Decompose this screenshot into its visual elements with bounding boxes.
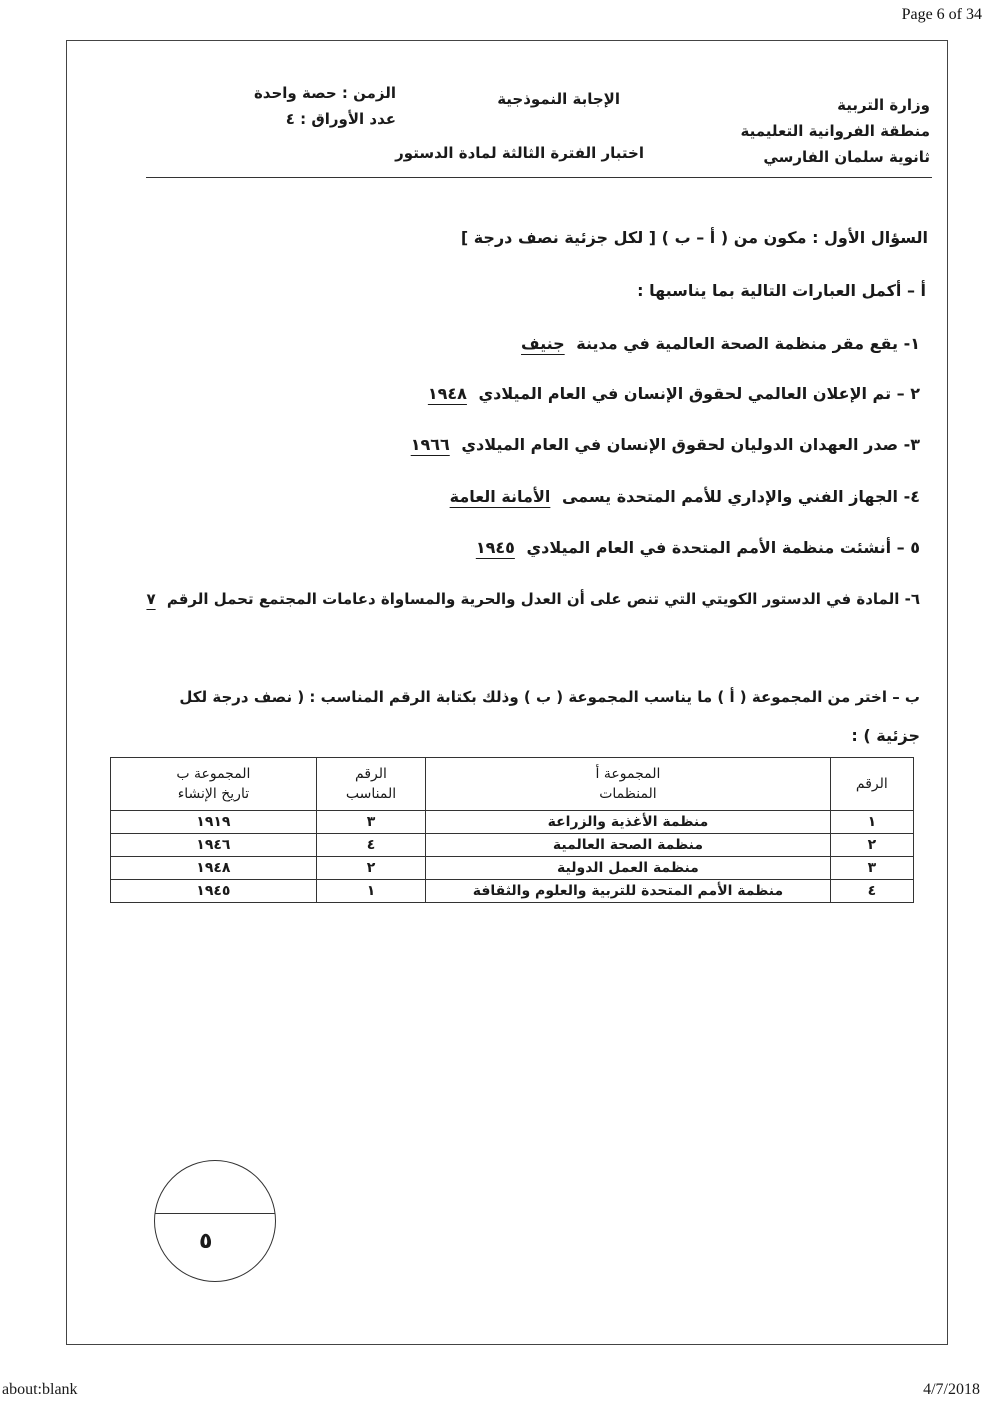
- item-3-answer: ١٩٦٦: [410, 435, 450, 454]
- row-fit: ٤: [316, 834, 425, 857]
- question-item-1: [515, 334, 920, 353]
- header-fit-sub: المناسب: [345, 786, 397, 802]
- answer-key-title: الإجابة النموذجية: [497, 90, 620, 108]
- table-header-row: [111, 758, 914, 811]
- row-org: منظمة العمل الدولية: [426, 857, 831, 880]
- exam-title: اختبار الفترة الثالثة لمادة الدستور: [395, 144, 644, 162]
- header-num: الرقم: [830, 758, 913, 811]
- question-item-5: [470, 538, 920, 557]
- header-group-b: [111, 758, 317, 811]
- item-4-text: ٤- الجهاز الفني والإداري للأمم المتحدة يسمى: [561, 487, 920, 506]
- score-value: ٥: [199, 1229, 213, 1254]
- row-num: ٣: [830, 857, 913, 880]
- item-1-text: ١- يقع مقر منظمة الصحة العالمية في مدينة: [576, 334, 920, 353]
- header-group-a-title: المجموعة أ: [595, 766, 661, 782]
- header-fit-title: الرقم: [355, 766, 387, 782]
- item-6-text: ٦- المادة في الدستور الكويتي التي تنص على أن العدل والحرية والمساواة دعامات المجتمع تحمل الرقم: [166, 590, 920, 608]
- row-fit: ٣: [316, 811, 425, 834]
- school-name: ثانوية سلمان الفارسي: [763, 148, 930, 166]
- print-url: about:blank: [2, 1381, 78, 1398]
- part-b-instruction-cont: جزئية ) :: [851, 726, 920, 745]
- header-group-a-sub: المنظمات: [599, 786, 657, 802]
- table-row: [111, 857, 914, 880]
- item-2-text: ٢ – تم الإعلان العالمي لحقوق الإنسان في العام الميلادي: [478, 384, 920, 403]
- row-org: منظمة الصحة العالمية: [426, 834, 831, 857]
- district-name: منطقة الفروانية التعليمية: [740, 122, 930, 140]
- item-1-answer: جنيف: [521, 334, 565, 353]
- row-date: ١٩٤٥: [111, 880, 317, 903]
- item-2-answer: ١٩٤٨: [427, 384, 467, 403]
- table-row: [111, 880, 914, 903]
- item-4-answer: الأمانة العامة: [449, 487, 551, 506]
- row-date: ١٩٤٨: [111, 857, 317, 880]
- row-num: ١: [830, 811, 913, 834]
- item-3-text: ٣- صدر العهدان الدوليان لحقوق الإنسان في العام الميلادي: [461, 435, 920, 454]
- exam-time: الزمن : حصة واحدة: [253, 84, 396, 102]
- header-divider: [146, 177, 932, 178]
- question-item-2: [422, 384, 920, 403]
- question-1-title: السؤال الأول : مكون من ( أ – ب ) [ لكل جزئية نصف درجة ]: [460, 228, 928, 247]
- row-date: ١٩١٩: [111, 811, 317, 834]
- row-num: ٤: [830, 880, 913, 903]
- question-item-4: [444, 487, 920, 506]
- page-number-label: Page 6 of 34: [901, 6, 982, 23]
- item-5-text: ٥ – أنشئت منظمة الأمم المتحدة في العام الميلادي: [526, 538, 920, 557]
- part-b-instruction: ب – اختر من المجموعة ( أ ) ما يناسب المجموعة ( ب ) وذلك بكتابة الرقم المناسب : ( نصف درجة لكل: [179, 688, 920, 706]
- table-row: [111, 834, 914, 857]
- header-group-a: [426, 758, 831, 811]
- row-date: ١٩٤٦: [111, 834, 317, 857]
- part-a-instruction: أ – أكمل العبارات التالية بما يناسبها :: [637, 281, 926, 300]
- item-5-answer: ١٩٤٥: [475, 538, 515, 557]
- sheet-count: عدد الأوراق : ٤: [285, 110, 396, 128]
- score-circle: [154, 1160, 276, 1282]
- row-fit: ٢: [316, 857, 425, 880]
- table-row: [111, 811, 914, 834]
- row-fit: ١: [316, 880, 425, 903]
- question-item-6: [140, 590, 920, 608]
- row-num: ٢: [830, 834, 913, 857]
- question-item-3: [405, 435, 920, 454]
- header-group-b-title: المجموعة ب: [176, 766, 251, 782]
- print-date: 4/7/2018: [923, 1381, 980, 1398]
- ministry-name: وزارة التربية: [837, 96, 930, 114]
- header-fit: [316, 758, 425, 811]
- row-org: منظمة الأمم المتحدة للتربية والعلوم والثقافة: [426, 880, 831, 903]
- item-6-answer: ٧: [146, 590, 156, 608]
- matching-table: [110, 757, 914, 903]
- header-group-b-sub: تاريخ الإنشاء: [177, 786, 250, 802]
- score-divider: [155, 1213, 275, 1214]
- row-org: منظمة الأغذية والزراعة: [426, 811, 831, 834]
